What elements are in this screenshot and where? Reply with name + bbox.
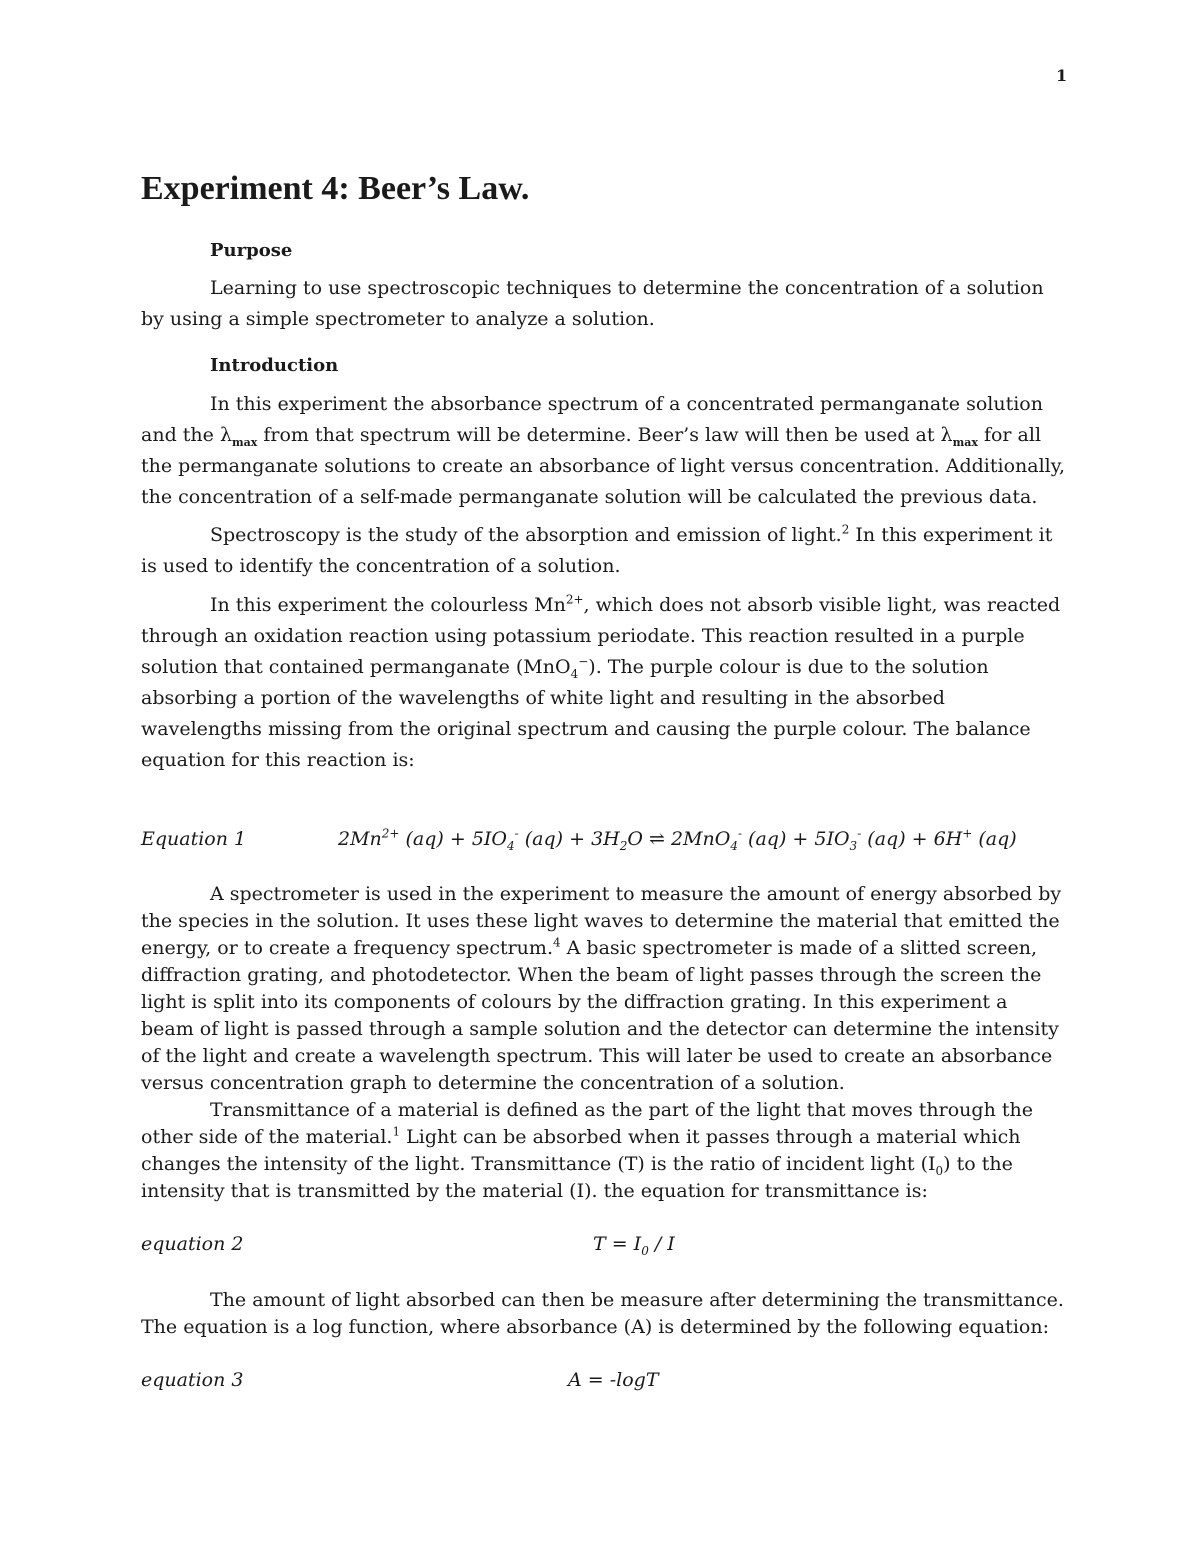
spectrometer-paragraph: A spectrometer is used in the experiment to measure the amount of energy absorbed by the species in the solution. It uses these light waves to determine the material that emitted the energy, or to create a frequency spectrum.$^4$ A basic spectrometer is made of a slitted screen, diffraction grating, and photodetector. When the beam of light passes through the screen the light is split into its components of colours by the diffraction grating. In this experiment a beam of light is passed through a sample solution and the detector can determine the intensity of the light and create a wavelength spectrum. This will later be used to create an absorbance versus concentration graph to determine the concentration of a solution.: [141, 883, 1062, 1094]
purpose-heading: Purpose: [210, 240, 293, 261]
equation-2-body: $T = I_0 / I$: [593, 1233, 675, 1258]
transmittance-paragraph: Transmittance of a material is defined as the part of the light that moves through the other side of the material.$^1$ Light can be absorbed when it passes through a material which changes the intensity of the light. Transmittance (T) is the ratio of incident light $(I_0)$ to the intensity that is transmitted by the material (I). the equation for transmittance is:: [141, 1099, 1033, 1202]
intro-paragraph-2: Spectroscopy is the study of the absorption and emission of light.$^2$ In this experiment it is used to identify the concentration of a solution.: [141, 522, 1053, 577]
equation-3: [141, 1369, 1066, 1399]
equation-3-label: equation 3: [141, 1369, 244, 1391]
document-title: Experiment 4: Beer’s Law.: [141, 170, 530, 207]
equation-2: [141, 1233, 1066, 1263]
citation-ref: 4: [552, 935, 561, 950]
intro-paragraph-3: In this experiment the colourless $Mn^{2+}$, which does not absorb visible light, was reacted through an oxidation reaction using potassium periodate. This reaction resulted in a purple solution that contained permanganate (MnO$_4$−). The purple colour is due to the solution absorbing a portion of the wavelengths of white light and resulting in the absorbed wavelengths missing from the original spectrum and causing the purple colour. The balance equation for this reaction is:: [141, 592, 1061, 771]
equation-2-label: equation 2: [141, 1233, 244, 1255]
purpose-paragraph: Learning to use spectroscopic techniques to determine the concentration of a solution by using a simple spectrometer to analyze a solution.: [141, 277, 1044, 330]
citation-ref: 1: [392, 1124, 401, 1139]
page-number: 1: [1056, 66, 1068, 85]
intro-paragraph-1: In this experiment the absorbance spectrum of a concentrated permanganate solution and the $\lambda_{max}$ from that spectrum will be determine. Beer’s law will then be used at $\lambda_{max}$ for all the permanganate solutions to create an absorbance of light versus concentration. Additionally, the concentration of a self-made permanganate solution will be calculated the previous data.: [141, 393, 1065, 508]
equation-1-label: Equation 1: [141, 828, 247, 850]
introduction-heading: Introduction: [210, 355, 339, 376]
lambda-symbol: λ: [219, 424, 232, 446]
equation-1-body: $2Mn^{2+}$ $(aq) + 5IO_4^-$ $(aq) + 3H_2O$ ⇌ 2MnO$_4$- $(aq) + 5IO_3^-$ (aq) + 6H+ (aq): [338, 826, 1017, 853]
absorbance-paragraph: The amount of light absorbed can then be measure after determining the transmittance. The equation is a log function, where absorbance (A) is determined by the following equation:: [141, 1289, 1064, 1338]
citation-ref: 2: [841, 522, 850, 537]
equation-1: [141, 828, 1066, 858]
equation-3-body: A = -logT: [568, 1369, 659, 1391]
